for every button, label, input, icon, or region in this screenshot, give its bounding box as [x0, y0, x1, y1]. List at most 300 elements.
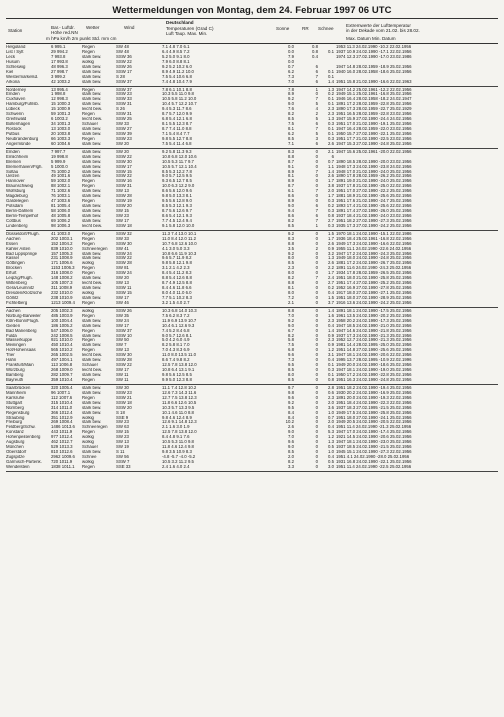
station-temps: 9.5 5.6 12.8 9.0 [162, 198, 192, 204]
station-pressure: 320 1005.4 [51, 384, 73, 390]
header-region: Deutschland [166, 20, 194, 25]
station-pressure: 29 994.2 [51, 48, 68, 54]
region-group [6, 308, 498, 385]
station-precip: 0.4 [312, 53, 318, 59]
station-temps: 8.4 4.6 11.8 6.6 [162, 285, 192, 291]
station-extremes: 1947 18.1 24.02.1990 -23.0 25.02.1956 [336, 439, 412, 445]
station-pressure: 49 1001.6 [51, 173, 71, 179]
station-extremes: 1937 18.4 21.02.1990 -24.0 23.02.1956 [336, 212, 412, 218]
station-weather: stark bew. [82, 174, 102, 179]
station-snow: 2.7 [328, 280, 334, 286]
station-snow: 3.7 [328, 299, 334, 305]
station-temps: 8.7 5.6 12.6 9.7 [162, 208, 192, 213]
station-extremes: 1951 11.4 24.02.1990 -21.3 25.02.1956 [336, 424, 412, 430]
station-weather: stark bew. [82, 164, 102, 169]
station-sunshine: 8.0 [288, 270, 294, 276]
station-temps: 8.2 5.8 8.1 7.0 [162, 342, 190, 348]
station-weather: stark bew. [82, 189, 102, 194]
station-precip: 0 [315, 183, 318, 189]
station-sunshine: 7.0 [288, 434, 294, 440]
station-snow: 0.1 [328, 126, 334, 131]
station-temps: 7.4 5.2 8.4 6.8 [162, 327, 190, 333]
station-wind: SSW 15 [116, 168, 132, 174]
station-pressure: 238 1010.9 [51, 294, 73, 300]
station-extremes: 1947 15.3 27.02.1990 -24.8 25.02.1956 [336, 140, 412, 146]
document-page [6, 4, 498, 713]
station-precip: 0 [315, 285, 318, 291]
station-temps: 11.9 6.9 13.9 10.7 [162, 317, 197, 323]
station-pressure: 148 1008.2 [51, 275, 73, 281]
station-wind: SSW 21 [116, 394, 132, 400]
header-max-min: Max. Datum Min. Datum [346, 36, 396, 41]
station-name: Brocken [6, 266, 22, 271]
station-temps: 9.9 5.0 12.3 8.8 [162, 376, 192, 382]
station-temps: 10.5 5.8 11.2 10.0 [162, 96, 197, 102]
station-weather: stark bew. [82, 286, 102, 291]
station-weather: Regen [82, 184, 95, 189]
station-weather: Regen [82, 338, 95, 343]
station-extremes: 1947 15.6 25.02.1961 -20.0 22.02.1956 [336, 148, 412, 154]
station-sunshine: 8.1 [288, 285, 294, 291]
station-extremes: 1949 15.1 25.02.1961 -16.8 25.02.1956 [336, 91, 412, 97]
station-snow: 1.6 [328, 312, 334, 318]
station-snow: 0.2 [328, 285, 334, 291]
station-snow: 0.4 [328, 454, 334, 459]
station-snow: 0.9 [328, 245, 334, 251]
station-temps: 2.4 1.6 4.0 2.4 [162, 463, 190, 469]
station-weather: Regen [82, 395, 95, 400]
station-weather: stark bew. [82, 149, 102, 154]
header-hoehe: Höhe red.NN [51, 30, 78, 35]
station-temps: 9.0 5.7 12.5 9.5 [162, 173, 192, 179]
station-wind: SW 33 [116, 121, 129, 127]
station-pressure: 839 1010.0 [51, 245, 73, 251]
header-sonne: Sonne [276, 26, 290, 31]
header-luft: Luft Taup. Max. Min. [166, 31, 208, 36]
station-wind: SW 35 [116, 312, 129, 318]
station-precip: 0 [315, 458, 318, 464]
station-pressure: 69 1006.2 [51, 217, 71, 223]
station-sunshine: 8.2 [288, 332, 294, 338]
station-weather: Regen [82, 236, 95, 241]
station-pressure: 282 1009.7 [51, 372, 73, 377]
station-name: Magdeburg [6, 194, 28, 199]
station-snow: 6 [331, 153, 334, 159]
station-pressure: 5 1000.0 [51, 163, 68, 169]
station-weather: Regen [82, 136, 95, 141]
station-sunshine: 5.8 [288, 337, 294, 343]
station-temps: 7.9 6.0 8.8 8.1 [162, 58, 190, 64]
station-sunshine: 8.0 [288, 372, 294, 377]
station-temps: 2.1 1.6 3.0 1.9 [162, 424, 190, 430]
station-snow: 2.3 [328, 317, 334, 323]
station-pressure: 450 1010.4 [51, 342, 73, 348]
station-temps: 9.8 3.5 10.9 8.3 [162, 449, 192, 455]
station-extremes: 1891 11.6 24.02.1990 -24.3 25.02.1956 [336, 265, 412, 271]
station-weather: stark bew. [82, 131, 102, 136]
station-pressure: 58 1006.0 [51, 208, 71, 213]
station-temps: 9.4 5.3 11.7 8.6 [162, 106, 192, 112]
station-wind: SW 15 [116, 208, 129, 213]
station-pressure: 315 1010.4 [51, 399, 73, 405]
station-pressure: 5 999.9 [51, 158, 66, 164]
station-weather: Regen [82, 241, 95, 246]
station-extremes: 1937 10.9 24.02.1990 -17.1 22.02.1956 [336, 48, 412, 54]
station-pressure: 921 1010.0 [51, 337, 73, 343]
station-extremes: 1951 11.4 24.02.1990 -22.5 25.02.1956 [336, 463, 412, 469]
station-snow: 0.1 [328, 130, 334, 136]
station-temps: 10.8 6.4 13.1 9.1 [162, 367, 195, 373]
station-temps: 5.0 4.2 6.0 4.9 [162, 337, 190, 343]
station-snow: 2.0 [328, 188, 334, 194]
station-temps: 8.6 5.6 12.0 9.6 [162, 188, 192, 194]
station-pressure: 205 1002.3 [51, 307, 73, 313]
station-snow: 2.6 [328, 260, 334, 266]
station-precip: 0 [315, 299, 318, 305]
station-name: München [6, 445, 24, 450]
station-extremes: 1937 17.8 21.02.1990 -25.0 22.02.1956 [336, 183, 412, 189]
station-weather: Regen [82, 45, 95, 49]
station-weather: stark bew. [82, 159, 102, 164]
station-temps: 10.0 6.3 12.2 9.0 [162, 183, 195, 189]
station-pressure: 269 1008.4 [51, 419, 73, 425]
station-temps: 7.1 4.8 7.0 6.1 [162, 44, 190, 49]
station-wind: SSW 7 [116, 458, 130, 464]
station-weather: Regen [82, 231, 95, 236]
station-wind: SSW 26 [116, 63, 132, 69]
station-temps: 8.8 5.4 12.6 8.8 [162, 275, 192, 281]
station-precip: 0 [315, 193, 318, 199]
station-precip: 0 [315, 250, 318, 256]
station-precip: 0 [315, 389, 318, 395]
station-wind: SW 17 [116, 217, 129, 223]
station-wind: SW 46 [116, 299, 129, 305]
station-name: Hof/Hohensaas [6, 348, 36, 353]
station-extremes: 1937 18.3 27.02.1995 -21.5 25.02.1956 [336, 404, 412, 410]
station-temps: 3.1 2.1 4.2 2.3 [162, 265, 190, 271]
station-weather: leicht bew. [82, 107, 103, 112]
station-pressure: 13 1003.0 [51, 126, 71, 131]
station-weather: Regen [82, 300, 95, 305]
station-snow: 1.3 [328, 255, 334, 261]
station-name: Göttingen [6, 261, 25, 266]
station-name: Leck [6, 54, 16, 59]
station-temps: 9.1 5.8 12.0 10.0 [162, 222, 195, 228]
station-name: Bremen [6, 159, 22, 164]
table-row [6, 80, 498, 85]
station-sunshine: 8.8 [288, 153, 294, 159]
station-precip: 0 [315, 434, 318, 440]
header-extrem: Extremwerte der Lufttemperatur [346, 23, 411, 28]
station-temps: 10.3 5.7 13.3 9.5 [162, 404, 195, 410]
station-temps: 10.1 4.6 11.0 8.8 [162, 409, 194, 415]
station-pressure: 60 1004.6 [51, 140, 71, 146]
station-wind: SSW 27 [116, 126, 132, 131]
station-weather: Regen [82, 87, 95, 92]
station-temps: 10.4 6.1 12.6 9.3 [162, 322, 195, 328]
station-pressure: 20 1003.8 [51, 130, 71, 136]
station-wind: SSW 31 [116, 111, 132, 117]
station-pressure: 720 1011.9 [51, 458, 73, 464]
station-temps: 9.8 5.6 12.5 8.5 [162, 372, 192, 377]
station-wind: SSW 22 [116, 153, 132, 159]
station-snow: 1.4 [328, 168, 334, 174]
station-weather: stark bew. [82, 69, 102, 74]
station-extremes: 1949 17.5 24.02.1990 -25.8 25.02.1956 [336, 409, 412, 415]
station-temps: 9.8 5.5 12.7 8.8 [162, 135, 192, 141]
station-weather: Schneeregen [82, 246, 108, 251]
station-precip: 7 [315, 168, 318, 174]
station-extremes: 1951 18.0 27.02.1990 -24.1 25.02.1956 [336, 414, 412, 420]
station-wind: SSW 16 [116, 178, 132, 184]
station-sunshine: 0.0 [288, 58, 294, 64]
station-weather: stark bew. [82, 127, 102, 131]
station-snow: 3.0 [328, 463, 334, 469]
station-extremes: 1961 13.5 24.02.1990 -20.2 25.02.1956 [336, 312, 412, 318]
station-temps: 9.8 4.6 12.4 8.9 [162, 414, 192, 420]
station-sunshine: 8.6 [288, 193, 294, 199]
station-sunshine: 8.4 [288, 409, 294, 415]
station-precip: 0 [315, 260, 318, 266]
header-wetter: Wetter [86, 25, 100, 30]
station-pressure: 48 996.3 [51, 63, 68, 69]
table-row [6, 301, 498, 306]
station-name: Wendelstein [6, 464, 30, 469]
station-extremes: 1951 18.2 27.02.1990 -27.3 25.02.1956 [336, 217, 412, 223]
station-extremes: 1937 18.5 24.02.1990 -21.5 25.02.1956 [336, 444, 412, 450]
station-precip: 0 [315, 280, 318, 286]
station-name: Hannover [6, 179, 25, 184]
station-temps: 8.6 5.4 12.1 9.3 [162, 212, 192, 218]
station-sunshine: 8.6 [288, 212, 294, 218]
station-name: Köln-Bonn/Flugh. [6, 318, 40, 323]
station-extremes: 1951 18.0 27.02.1990 -28.9 25.02.1956 [336, 294, 412, 300]
station-pressure: 1213 1009.4 [51, 299, 75, 305]
station-weather: stark bew. [82, 295, 102, 300]
station-snow: 3.8 [328, 183, 334, 189]
region-group [6, 231, 498, 308]
station-sunshine: 7.5 [288, 342, 294, 348]
station-temps: 5.2 5.0 9.1 8.0 [162, 53, 190, 59]
station-extremes: 1995 13.7 28.02.1995 -10.9 22.02.1996 [336, 357, 412, 363]
station-precip: 7 [315, 73, 318, 79]
station-sunshine: 8.1 [288, 173, 294, 179]
station-extremes: 1890 17.8 28.02.1959 -26.2 25.02.1956 [336, 173, 412, 179]
station-snow: 2.6 [328, 140, 334, 146]
station-sunshine: 8.5 [288, 222, 294, 228]
station-pressure: 1153 1006.3 [51, 265, 75, 271]
station-weather: stark bew. [82, 204, 102, 209]
header-schnee: Schnee [318, 26, 334, 31]
station-extremes: 1951 17.7 21.02.1990 -22.5 23.02.1956 [336, 135, 412, 141]
station-name: Oberstdorf [6, 450, 27, 455]
station-sunshine: 8.2 [288, 111, 294, 117]
station-wind: SSW 18 [116, 399, 132, 405]
station-name: Karlsruhe [6, 395, 25, 400]
station-wind: SW 23 [116, 212, 129, 218]
station-snow: 0.8 [328, 376, 334, 382]
station-precip: 0 [315, 255, 318, 261]
station-name: List / Sylt [6, 49, 24, 54]
station-pressure: 547 1006.0 [51, 327, 73, 333]
table-row [6, 224, 498, 229]
station-weather: stark bew. [82, 218, 102, 223]
station-temps: 9.2 5.2 10.2 6.0 [162, 63, 192, 69]
station-wind: SSW 31 [116, 101, 132, 107]
station-snow: 3.6 [328, 404, 334, 410]
station-pressure: 1486 1013.6 [51, 424, 75, 430]
station-pressure: 15 1000.3 [51, 101, 71, 107]
station-temps: 10.5 5.3 11.0 9.8 [162, 439, 194, 445]
station-wind: SW 20 [116, 148, 129, 154]
station-precip: 2 [315, 245, 318, 251]
station-pressure: 6 995.1 [51, 44, 66, 49]
station-temps: 10.3 5.5 11.0 9.8 [162, 91, 194, 97]
station-pressure: 88 1002.1 [51, 183, 71, 189]
station-precip: 4 [315, 106, 318, 112]
station-pressure: 17 993.8 [51, 58, 68, 64]
station-snow: 1.0 [328, 409, 334, 415]
station-snow: 2.3 [328, 337, 334, 343]
station-temps: 10.5 5.7 12.1 10.4 [162, 163, 197, 169]
station-pressure: 359 1010.4 [51, 376, 73, 382]
station-wind: SSE 9 [116, 414, 129, 420]
station-wind: SW 33 [116, 235, 129, 241]
station-wind: SSW 25 [116, 116, 132, 122]
header-units: m hPa km/h 2m punkt Std. mm cm [46, 36, 117, 41]
station-extremes: 1891 18.1 24.02.1990 -17.5 25.02.1956 [336, 307, 412, 313]
station-precip: 0 [315, 463, 318, 469]
station-pressure: 351 1012.9 [51, 414, 73, 420]
station-extremes: 1951 17.6 21.02.1990 -24.7 25.02.1956 [336, 198, 412, 204]
station-pressure: 19 998.8 [51, 153, 68, 159]
station-sunshine: 9.1 [288, 163, 294, 169]
station-temps: 12.7 7.5 13.8 12.3 [162, 394, 197, 400]
station-precip: 7 [315, 126, 318, 131]
station-wind: SSW 28 [116, 357, 132, 363]
station-precip: 0 [315, 429, 318, 435]
station-pressure: 105 1007.3 [51, 280, 73, 286]
station-name: Nürnberg [6, 405, 24, 410]
station-precip: 6 [315, 203, 318, 209]
station-precip: 2 [315, 111, 318, 117]
station-temps: 9.2 5.8 11.3 9.3 [162, 148, 192, 154]
station-snow: 0.1 [328, 96, 334, 102]
station-pressure: 232 1010.0 [51, 290, 73, 295]
station-snow: 1.5 [328, 294, 334, 300]
station-extremes: 1981 14.4 28.02.1995 -25.0 25.02.1956 [336, 342, 412, 348]
station-name: Arkona [6, 79, 20, 84]
station-wind: SSW 24 [116, 250, 132, 256]
station-extremes: 1921 14.5 24.02.1990 -20.6 25.02.1956 [336, 434, 412, 440]
station-wind: S 18 [116, 409, 125, 415]
station-extremes: 1952 12.7 24.02.1990 -21.3 25.02.1956 [336, 337, 412, 343]
header-wind: Wind [124, 25, 135, 30]
station-pressure: 565 1010.2 [51, 347, 73, 353]
station-pressure: 529 1013.3 [51, 444, 73, 450]
station-snow: 0.9 [328, 342, 334, 348]
station-extremes: 1947 17.2 24.02.1990 -24.3 25.02.1956 [336, 250, 412, 256]
station-weather: stark bew. [82, 343, 102, 348]
station-sunshine: 9.6 [288, 439, 294, 445]
station-sunshine: 8.2 [288, 458, 294, 464]
station-wind: SSW 37 [116, 78, 132, 84]
station-snow: 0.1 [328, 372, 334, 377]
station-pressure: 66 1003.3 [51, 135, 71, 141]
station-extremes: 1947 16.4 28.02.1959 -22.0 23.02.1956 [336, 126, 412, 131]
station-temps: 12.5 7.8 13.8 12.0 [162, 429, 197, 435]
station-pressure: 314 1011.0 [51, 404, 73, 410]
station-temps: 7.7 4.5 12.4 9.4 [162, 217, 192, 223]
station-sunshine: 7.2 [288, 294, 294, 300]
station-temps: 8.5 5.3 12.1 9.3 [162, 203, 192, 209]
header-baro: Bar.- Luftdr. [51, 25, 75, 30]
station-precip: 0 [315, 367, 318, 373]
station-extremes: 1948 17.3 24.02.1990 -23.8 24.02.1956 [336, 163, 412, 169]
station-snow: 0.3 [328, 121, 334, 127]
station-precip: 0 [315, 409, 318, 415]
station-snow: 2.2 [328, 265, 334, 271]
station-precip: 0 [315, 290, 318, 295]
station-sunshine: 0.0 [288, 44, 294, 49]
station-sunshine: 6.2 [288, 68, 294, 74]
station-temps: 7.5 5.4 10.6 6.8 [162, 73, 192, 79]
station-sunshine: 9.2 [288, 317, 294, 323]
station-temps: 12.6 9.1 14.8 12.3 [162, 419, 197, 425]
station-name: Rostock [6, 127, 22, 131]
station-name: Gera/Leumnitz [6, 286, 35, 291]
station-extremes: 1947 14.6 24.02.1990 -21.8 25.02.1956 [336, 327, 412, 333]
station-name: Neubrandenburg [6, 136, 39, 141]
station-weather: wolkig [82, 291, 94, 295]
station-precip: 0 [315, 294, 318, 300]
station-sunshine: 2.0 [288, 454, 294, 459]
station-sunshine: 8.7 [288, 183, 294, 189]
station-weather: Schnee [82, 455, 97, 459]
station-name: Bad Lippspringe [6, 251, 38, 256]
station-weather: stark bew. [82, 405, 102, 410]
station-sunshine: 9.6 [288, 394, 294, 400]
station-wind: SW 48 [116, 44, 129, 49]
station-wind: SW 15 [116, 429, 129, 435]
station-snow: 1.5 [328, 230, 334, 236]
station-pressure: 47 1003.6 [51, 198, 71, 204]
station-snow: 0.4 [328, 424, 334, 430]
station-wind: SW 50 [116, 337, 129, 343]
station-extremes: 1949 20.0 24.02.1990 -18.6 25.02.1956 [336, 362, 412, 368]
station-weather: stark bew. [82, 358, 102, 363]
station-precip: 0 [315, 414, 318, 420]
station-pressure: 977 1012.4 [51, 434, 73, 440]
station-weather: leicht bew. [82, 368, 103, 373]
station-name: Straubing [6, 415, 25, 420]
station-precip: 6 [315, 63, 318, 69]
station-weather: stark bew. [82, 64, 102, 69]
station-extremes: 1881 18.9 21.02.1990 -25.6 25.02.1956 [336, 193, 412, 199]
station-snow: 0.2 [328, 203, 334, 209]
station-precip: 7 [315, 188, 318, 194]
station-temps: 8.6 7.4 9.8 8.2 [162, 357, 190, 363]
station-sunshine: 10.2 [285, 419, 294, 425]
station-sunshine: 8.9 [288, 91, 294, 97]
station-pressure: 7 993.8 [51, 53, 66, 59]
station-name: Husum [6, 59, 20, 64]
station-snow: 0.6 [328, 389, 334, 395]
station-weather: stark bew. [82, 141, 102, 146]
station-sunshine: 8.5 [288, 449, 294, 455]
station-name: Stuttgart [6, 400, 23, 405]
station-sunshine: 9.2 [288, 399, 294, 405]
